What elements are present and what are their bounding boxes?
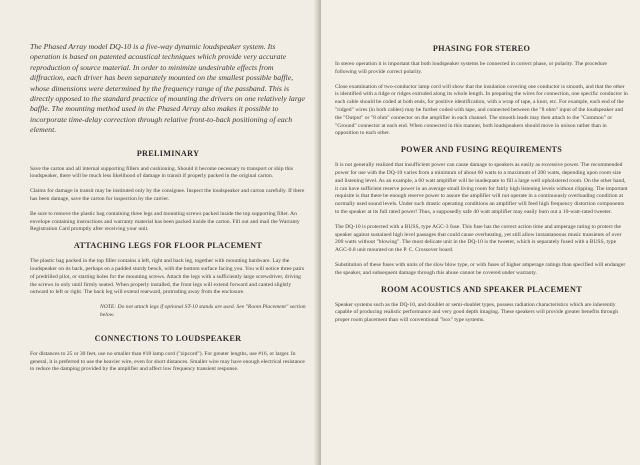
- section-heading-attaching-legs: ATTACHING LEGS FOR FLOOR PLACEMENT: [73, 241, 263, 251]
- paragraph: Claims for damage in transit may be instituted only by the consignee. Inspect the loudspeaker and carton carefully. If there has been damage, save the carton for inspection by the carrier.: [30, 188, 305, 203]
- paragraph: Be sure to remove the plastic bag containing three legs and mounting screws packed inside the top supporting filler. An envelope containing instructions and warranty material has been packed inside the carton. Fill out and mail the Warranty Registration Card promptly after receiving your unit.: [30, 210, 300, 233]
- paragraph: In stereo operation it is important that both loudspeaker systems be connected in correct phase, or polarity. The procedure following will provide correct polarity.: [335, 61, 607, 75]
- paragraph: The DQ-10 is protected with a BUSS, type AGC-3 fuse. This fuse has the correct action time and amperage rating to protect the speaker against sustained high level passages that could cause overheating, yet still allow instantaneous music transients of over 200 watts without "blowing". The most delicate unit in the DQ-10 is the tweeter, which is separately fused with a BUSS, type AGC-0.8 unit mounted on the P. C. Crossover board.: [335, 223, 622, 254]
- paragraph: For distances to 25 or 30 feet, use no smaller than #18 lamp cord ("zipcord"). For greater lengths, use #16, or larger. In general, it is preferred to use the heavier wire, even for short distances. Smaller wire may have enough electrical resistance to reduce the damping provided by the amplifier and affect low frequency transient response.: [30, 350, 305, 373]
- paragraph: Speaker systems such as the DQ-10, and doublet or semi-doublet types, possess radiation characteristics which are inherently capable of producing realistic performance and very good depth imaging. These speakers will provide greater benefits through proper room placement than will conventional "box" type systems.: [335, 301, 619, 324]
- paragraph: The plastic bag packed in the top filler contains a left, right and back leg, together with mounting hardware. Lay the loudspeaker on its back, perhaps on a padded sturdy bench, with the bottom surface facing you. You will notice three pairs of predrilled pilot, or starting holes for the mounting screws. Attach the legs with a sufficiently large screwdriver, driving the screws in only until firmly seated. When properly installed, the front legs will extend forward and canted slightly outward to left or right. The back leg will extend rearward, protruding away from the enclosure.: [30, 258, 305, 296]
- note: NOTE: Do not attach legs if optional ST-10 stands are used. See "Room Placement" section below.: [100, 304, 306, 319]
- left-page: [0, 0, 318, 465]
- paragraph: Close examination of two-conductor lamp cord will show that the insulation covering one conductor is smooth, and that the other is identified with a ridge or ridges extruded along its whole length. In preparing the wires for connection, one specific conductor in each cable should be coded at both ends, for positive identification, with a wrap of tape, a knot, etc. For example, each end of the "ridged" wires (in both cables) may be further coded with tape, and connected between the "8 ohm" input of the loudspeaker and the "Output" or "8 ohm" connector on the amplifier in each channel. The smooth leads may then attach to the "Common" or "Ground" connector at each end. When connected in this manner, both loudspeakers should move in unison rather than in opposition to each other.: [335, 83, 628, 137]
- section-heading-connections: CONNECTIONS TO LOUDSPEAKER: [94, 333, 242, 343]
- section-heading-room-acoustics: ROOM ACOUSTICS AND SPEAKER PLACEMENT: [381, 284, 582, 294]
- right-page: [321, 0, 640, 465]
- paragraph: Save the carton and all internal supporting fillers and cushioning. Should it become necessary to transport or ship this loudspeaker, there will be much less likelihood of damage in transit if properly packed in the original carton.: [30, 165, 294, 180]
- section-heading-phasing: PHASING FOR STEREO: [432, 44, 531, 53]
- paragraph: It is not generally realized that insufficient power can cause damage to speakers as easily as excessive power. The recommended power for use with the DQ-10 varies from a minimum of about 60 watts to a maximum of 200 watts, depending upon room size and listening level. As an example, a 60 watt amplifier will be inadequate to fill a large well upholstered room. On the other hand, it can have sufficient reserve power in an average small living room for fairly high listening levels without clipping. The important requisite is that there be enough reserve power to assure the amplifier will not operate in a continuously overloading condition at normally used sound levels. Under such drastic operating conditions an amplifier will feed high frequency distortion components to the speaker at its full rated power! Thus, a supposedly safe 40 watt amplifier may easily burn out a 10-watt-rated tweeter.: [335, 162, 628, 215]
- paragraph: Substitution of these fuses with units of the slow blow type, or with fuses of higher amperage ratings than specified will endanger the speaker, and subsequent damage through this abuse cannot be covered under warranty.: [335, 261, 626, 276]
- intro-paragraph: The Phased Array model DQ-10 is a five-way dynamic loudspeaker system. Its operation is based on patented acoustical techniques which provide very accurate reproduction of source material. In order to minimize undesirable effects from diffraction, each driver has been separately mounted on the smallest possible baffle, whose dimensions were determined by the frequency range of the passband. This is directly opposed to the standard practice of mounting the drivers on one relatively large baffle. The mounting method used in the Phased Array also makes it possible to incorporate time-delay correction through relative front-to-back positioning of each element.: [30, 42, 305, 135]
- section-heading-power-fusing: POWER AND FUSING REQUIREMENTS: [400, 145, 563, 155]
- section-heading-preliminary: PRELIMINARY: [136, 148, 200, 158]
